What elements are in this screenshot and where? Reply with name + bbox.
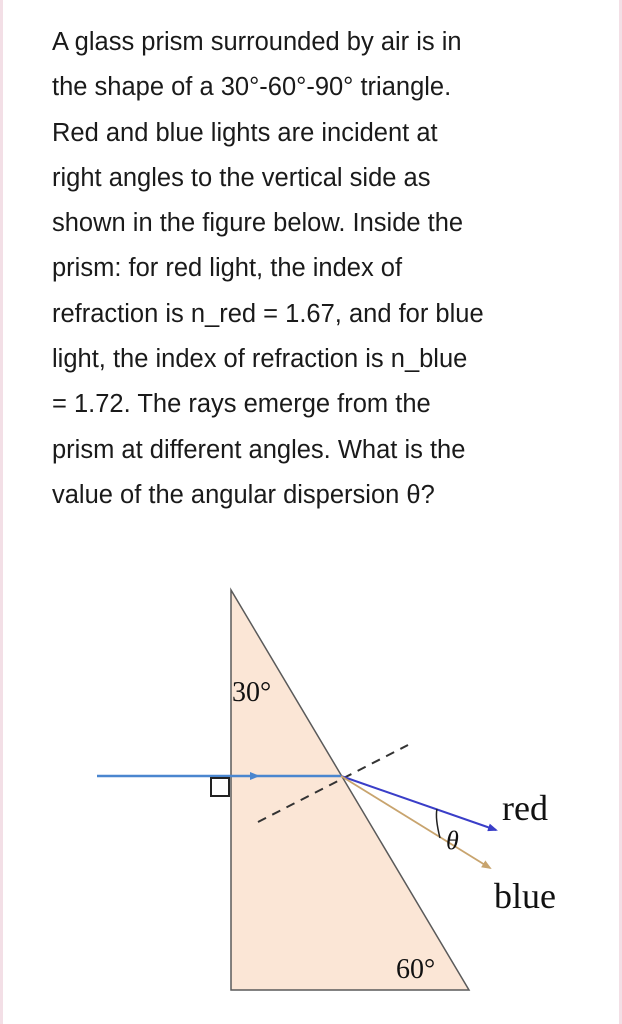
question-line: Red and blue lights are incident at	[52, 118, 438, 147]
top-angle-label: 30°	[232, 677, 272, 708]
theta-arc	[436, 809, 440, 838]
question-line: the shape of a 30°-60°-90° triangle.	[52, 73, 452, 102]
question-line: value of the angular dispersion θ?	[52, 480, 435, 509]
question-line: = 1.72. The rays emerge from the	[52, 390, 431, 419]
question-line: prism at different angles. What is the	[52, 435, 466, 464]
right-angle-marker	[211, 778, 229, 796]
question-line: prism: for red light, the index of	[52, 254, 403, 283]
question-line: shown in the figure below. Inside the	[52, 209, 464, 238]
prism-triangle	[231, 590, 469, 990]
question-line: A glass prism surrounded by air is in	[52, 28, 462, 56]
bottom-angle-label: 60°	[396, 954, 436, 985]
blue-label: blue	[494, 876, 556, 916]
question-line: right angles to the vertical side as	[52, 163, 431, 192]
question-line: light, the index of refraction is n_blue	[52, 345, 468, 374]
question-line: refraction is n_red = 1.67, and for blue	[52, 299, 484, 328]
theta-label: θ	[446, 826, 459, 855]
red-label: red	[502, 788, 548, 828]
